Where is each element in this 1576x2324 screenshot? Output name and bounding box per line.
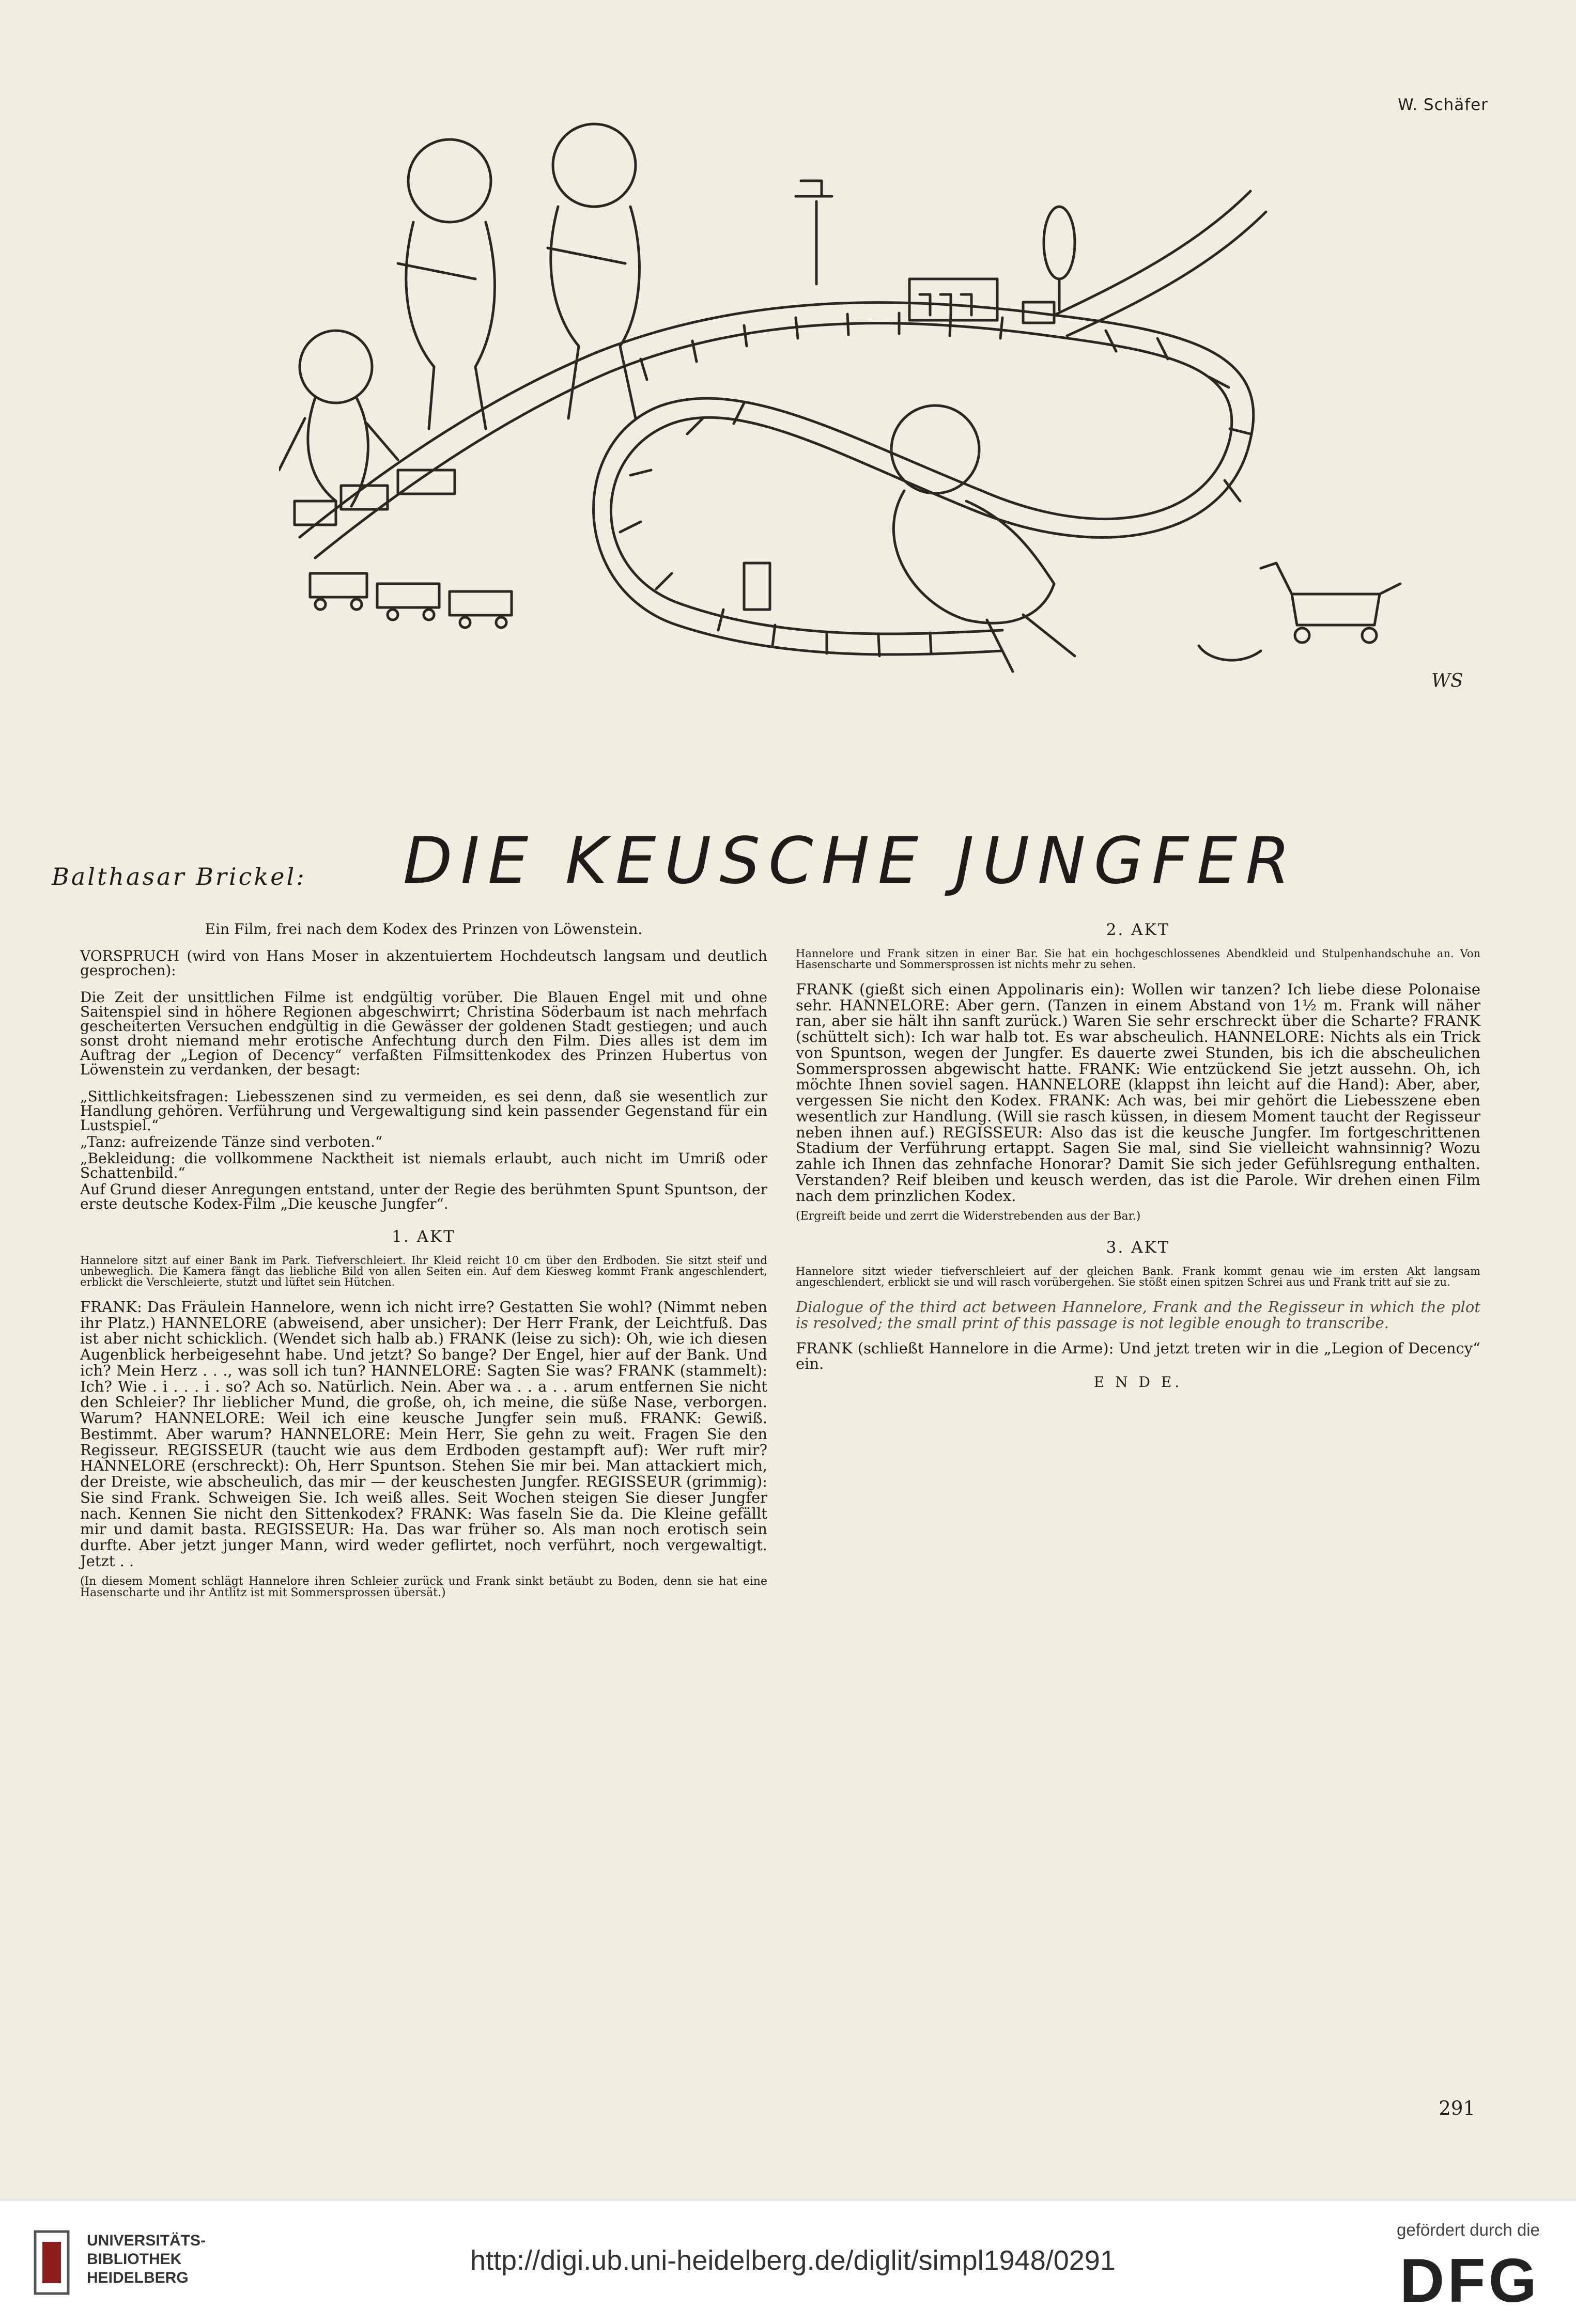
kodex-quote-2: „Tanz: aufreizende Tänze sind verboten.“ [80,1133,383,1150]
article-byline: Balthasar Brickel: [52,863,306,891]
act-2-dialogue: FRANK (gießt sich einen Appolinaris ein): Wollen wir tanzen? Ich liebe diese Polonaise sehr. HANNELORE: Aber gern. (Tanzen in einem Abstand von 1½ m. Frank will näher ran, aber sie hält ihn sanft zurück.) Waren Sie sehr erschreckt über die Scharte? FRANK (schüttelt sich): Ich war halb tot. Es war abscheulich. HANNELORE: Nichts als ein Trick von Spuntson, wegen der Jungfer. Es dauerte zwei Stunden, bis ich die abscheulichen Sommersprossen abgewischt hatte. FRANK: Wie entzückend Sie jetzt aussehn. Oh, ich möchte Ihnen soviel sagen. HANNELORE (klappst ihn leicht auf die Hand): Aber, aber, vergessen Sie nicht den Kodex. FRANK: Ach was, bei mir gehört die Liebesszene eben wesentlich zur Handlung. (Will sie rasch küssen, in diesem Moment taucht der Regisseur neben ihnen auf.) REGISSEUR: Also das ist die keusche Jungfer. Im fortgeschrittenen Stadium der Verführung ertappt. Sagen Sie mal, sind Sie vielleicht wahnsinnig? Wozu zahle ich Ihnen das zehnfache Honorar? Damit Sie sich jeder Gefühlsregung enthalten. Verstanden? Reif bleiben und keusch werden, das ist die Parole. Wir drehen einen Film nach dem prinzlichen Kodex. [796,980,1480,1205]
vorspruch-heading: VORSPRUCH (wird von Hans Moser in akzentuiertem Hochdeutsch langsam und deutlich gesprochen): [80,947,767,979]
illustration-signature: WS [1431,670,1463,692]
page-number: 291 [1439,2097,1475,2119]
vorspruch-body: Die Zeit der unsittlichen Filme ist endgültig vorüber. Die Blauen Engel mit und ohne Saitenspiel sind in höhere Regionen abgeschwirrt; Christina Söderbaum ist nach mehrfach gescheiterten Versuchen endgültig in die Gewässer der goldenen Stadt gestiegen; und auch sonst droht niemand mehr erotische Anfechtung durch den Film. Dies alles ist dem im Auftrag der „Legion of Decency“ verfaßten Filmsittenkodex des Prinzen Hubertus von Löwenstein zu verdanken, der besagt: [80,989,767,1078]
kodex-quote-1: „Sittlichkeitsfragen: Liebesszenen sind zu vermeiden, es sei denn, daß sie wesentlich zur Handlung gehören. Verführung und Vergewaltigung sind kein passender Gegenstand für ein Lustspiel.“ [80,1088,767,1134]
right-column [796,922,1480,1390]
digitization-footer [0,2200,1576,2324]
cartoon-illustration [279,108,1504,754]
institution-name: UNIVERSITÄTS- BIBLIOTHEK HEIDELBERG [87,2232,206,2286]
kodex-quote-3: „Bekleidung: die vollkommene Nacktheit ist niemals erlaubt, auch nicht im Umriß oder Schattenbild.“ [80,1150,767,1181]
left-column [80,922,767,1599]
act-1-closing-note: (In diesem Moment schlägt Hannelore ihren Schleier zurück und Frank sinkt betäubt zu Boden, denn sie hat eine Hasenscharte und ihr Antlitz ist mit Sommersprossen übersät.) [80,1575,767,1600]
act-2-heading: 2. AKT [1106,921,1170,939]
act-3-dialogue-summary: Dialogue of the third act between Hannelore, Frank and the Regisseur in which the plot is resolved; the small print of this passage is not legible enough to transcribe. [796,1298,1480,1332]
dfg-logo: DFG [1399,2246,1540,2315]
illustrator-credit: W. Schäfer [1398,96,1488,114]
act-3-final-line: FRANK (schließt Hannelore in die Arme): Und jetzt treten wir in die „Legion of Decency“ ein. [796,1339,1480,1373]
act-1-stage-direction: Hannelore sitzt auf einer Bank im Park. Tiefverschleiert. Ihr Kleid reicht 10 cm über den Erdboden. Sie sitzt steif und unbeweglich. Die Kamera fängt das liebliche Bild von allen Seiten ein. Auf dem Kiesweg kommt Frank angeschlendert, erblickt die Verschleierte, stutzt und lüftet sein Hütchen. [80,1254,767,1288]
act-3-stage-direction: Hannelore sitzt wieder tiefverschleiert auf der gleichen Bank. Frank kommt genau wie im ersten Akt langsam angeschlendert, erblickt sie und will rasch vorübergehen. Sie stößt einen spitzen Schrei aus und Frank tritt auf sie zu. [796,1265,1480,1289]
source-url-link[interactable]: http://digi.ub.uni-heidelberg.de/diglit/simpl1948/0291 [470,2245,1116,2276]
act-1-dialogue: FRANK: Das Fräulein Hannelore, wenn ich nicht irre? Gestatten Sie wohl? (Nimmt neben ihr Platz.) HANNELORE (abweisend, aber unsicher): Der Herr Frank, der Leichtfuß. Das ist aber nicht schicklich. (Wendet sich halb ab.) FRANK (leise zu sich): Oh, wie ich diesen Augenblick herbeigesehnt habe. Und jetzt? So bange? Der Engel, hier auf der Bank. Und ich? Mein Herz . . ., was soll ich tun? HANNELORE: Sagten Sie was? FRANK (stammelt): Ich? Wie . i . . . i . so? Ach so. Natürlich. Nein. Aber wa . . a . . arum entfernen Sie nicht den Schleier? Ihr lieblicher Mund, die große, oh, ich meine, die süße Nase, verborgen. Warum? HANNELORE: Weil ich eine keusche Jungfer sein muß. FRANK: Gewiß. Bestimmt. Aber warum? HANNELORE: Mein Herr, Sie gehn zu weit. Fragen Sie den Regisseur. REGISSEUR (taucht wie aus dem Erdboden gestampft auf): Wer ruft mir? HANNELORE (erschreckt): Oh, Herr Spuntson. Stehen Sie mir bei. Man attackiert mich, der Dreiste, wie abscheulich, das mir — der keuschesten Jungfer. REGISSEUR (grimmig): Sie sind Frank. Schweigen Sie. Ich weiß alles. Seit Wochen steigen Sie dieser Jungfer nach. Kennen Sie nicht den Sittenkodex? FRANK: Was faseln Sie da. Die Kleine gefällt mir und damit basta. REGISSEUR: Ha. Das war früher so. Als man noch erotisch sein durfte. Aber jetzt junger Mann, wird weder geflirtet, noch verführt, noch vergewaltigt. Jetzt . . [80,1298,767,1570]
ende-marker: E N D E. [1093,1374,1183,1391]
kodex-quote-4: Auf Grund dieser Anregungen entstand, unter der Regie des berühmten Spunt Spuntson, der erste deutsche Kodex-Film „Die keusche Jungfer“. [80,1181,767,1212]
university-seal-icon [31,2226,72,2299]
funding-note: gefördert durch die [1396,2220,1540,2239]
act-1-heading: 1. AKT [392,1227,456,1246]
article-subtitle: Ein Film, frei nach dem Kodex des Prinzen von Löwenstein. [205,921,643,938]
article-title: DIE KEUSCHE JUNGFER [403,824,1299,898]
act-2-closing-note: (Ergreift beide und zerrt die Widerstrebenden aus der Bar.) [796,1210,1141,1223]
act-3-heading: 3. AKT [1106,1238,1170,1257]
act-2-stage-direction: Hannelore und Frank sitzen in einer Bar. Sie hat ein hochgeschlossenes Abendkleid und Stulpenhandschuhe an. Von Hasenscharte und Sommersprossen ist nichts mehr zu sehen. [796,947,1480,971]
